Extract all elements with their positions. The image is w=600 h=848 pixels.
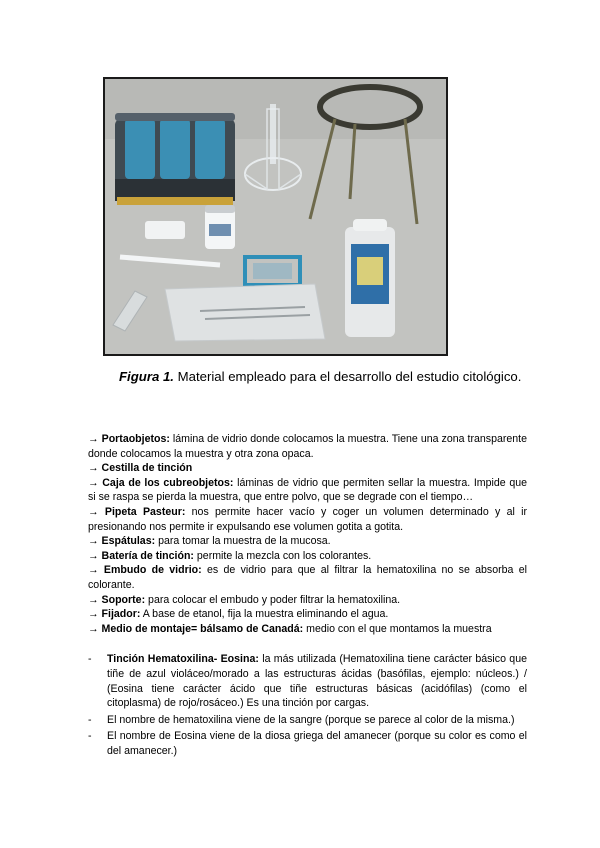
material-description: permite la mezcla con los colorantes. <box>193 549 372 562</box>
figure-caption-label: Figura 1. <box>119 369 174 384</box>
bullet-dash: - <box>88 713 92 726</box>
staining-notes-list <box>88 652 527 758</box>
arrow-icon: → <box>88 505 99 518</box>
material-term: Pipeta Pasteur: <box>104 505 186 518</box>
lab-materials-photo <box>105 79 446 354</box>
spatulas-package-image <box>165 284 325 341</box>
arrow-icon: → <box>88 462 99 475</box>
arrow-icon: → <box>88 622 99 635</box>
material-term: Embudo de vidrio: <box>103 564 202 577</box>
material-item <box>88 505 527 534</box>
material-description: es de vidrio para que al filtrar la hematoxilina no se absorba el colorante. <box>88 564 527 591</box>
material-term: Medio de montaje= bálsamo de Canadá: <box>101 622 304 635</box>
material-item <box>88 607 527 622</box>
material-item <box>88 549 527 564</box>
staining-battery-image <box>115 113 235 205</box>
materials-list <box>88 432 527 636</box>
spray-can-image <box>345 219 395 337</box>
material-item <box>88 563 527 592</box>
material-description: láminas de vidrio que permiten sellar la muestra. Impide que si se raspa se pierda la muestra, que entre polvo, que se degrade con el tiempo… <box>88 476 527 504</box>
coverslip-box-image <box>145 221 185 239</box>
fixative-jar-image <box>205 205 235 249</box>
bullet-text: El nombre de Eosina viene de la diosa griega del amanecer (porque su color es como el del amanecer.) <box>107 730 527 757</box>
material-description: nos permite hacer vacío y coger un volumen determinado y al ir presionando nos permite ir expulsando ese volumen gotita a gotita. <box>88 505 527 533</box>
material-item <box>88 534 527 549</box>
material-item <box>88 593 527 608</box>
material-description: para tomar la muestra de la mucosa. <box>155 535 331 548</box>
bullet-text: la más utilizada (Hematoxilina tiene carácter básico que tiñe de azul violáceo/morado a las estructuras ácidas (basófilas, ejemplo: núcleos.) / (Eosina tiene carácter ácido que tiñe estructuras básicas (acidófilas) (como el citoplasma) de rojo/rosáceo.) Es una tinción por cargas. <box>107 653 527 710</box>
bullet-term: Tinción Hematoxilina- Eosina: <box>107 653 259 666</box>
list-item <box>88 713 527 728</box>
figure-caption <box>119 369 521 384</box>
arrow-icon: → <box>88 535 99 548</box>
arrow-icon: → <box>88 608 99 621</box>
arrow-icon: → <box>88 549 99 562</box>
material-term: Espátulas: <box>101 535 156 548</box>
bullet-dash: - <box>88 653 92 666</box>
material-item <box>88 432 527 461</box>
figure-photo <box>103 77 448 356</box>
list-item <box>88 729 527 758</box>
material-item <box>88 622 527 637</box>
material-item <box>88 461 527 476</box>
material-term: Soporte: <box>101 593 146 606</box>
bullet-text: El nombre de hematoxilina viene de la sangre (porque se parece al color de la misma.) <box>107 713 515 726</box>
arrow-icon: → <box>88 593 99 606</box>
arrow-icon: → <box>88 433 99 445</box>
arrow-icon: → <box>88 476 99 489</box>
bullet-dash: - <box>88 730 92 743</box>
material-term: Batería de tinción: <box>101 549 194 562</box>
material-description: A base de etanol, fija la muestra eliminando el agua. <box>140 608 389 621</box>
material-term: Fijador: <box>101 608 141 621</box>
arrow-icon: → <box>88 564 99 577</box>
material-item <box>88 476 527 505</box>
material-term: Cestilla de tinción <box>101 462 193 475</box>
material-description: para colocar el embudo y poder filtrar la hematoxilina. <box>145 593 401 606</box>
document-body <box>88 432 527 769</box>
material-term: Portaobjetos: <box>101 433 170 445</box>
material-description: lámina de vidrio donde colocamos la muestra. Tiene una zona transparente donde colocamos la muestra y otra zona opaca. <box>88 433 527 460</box>
figure-caption-text: Material empleado para el desarrollo del estudio citológico. <box>173 369 522 384</box>
material-description: medio con el que montamos la muestra <box>303 622 492 635</box>
list-item <box>88 652 527 710</box>
material-term: Caja de los cubreobjetos: <box>102 476 234 489</box>
